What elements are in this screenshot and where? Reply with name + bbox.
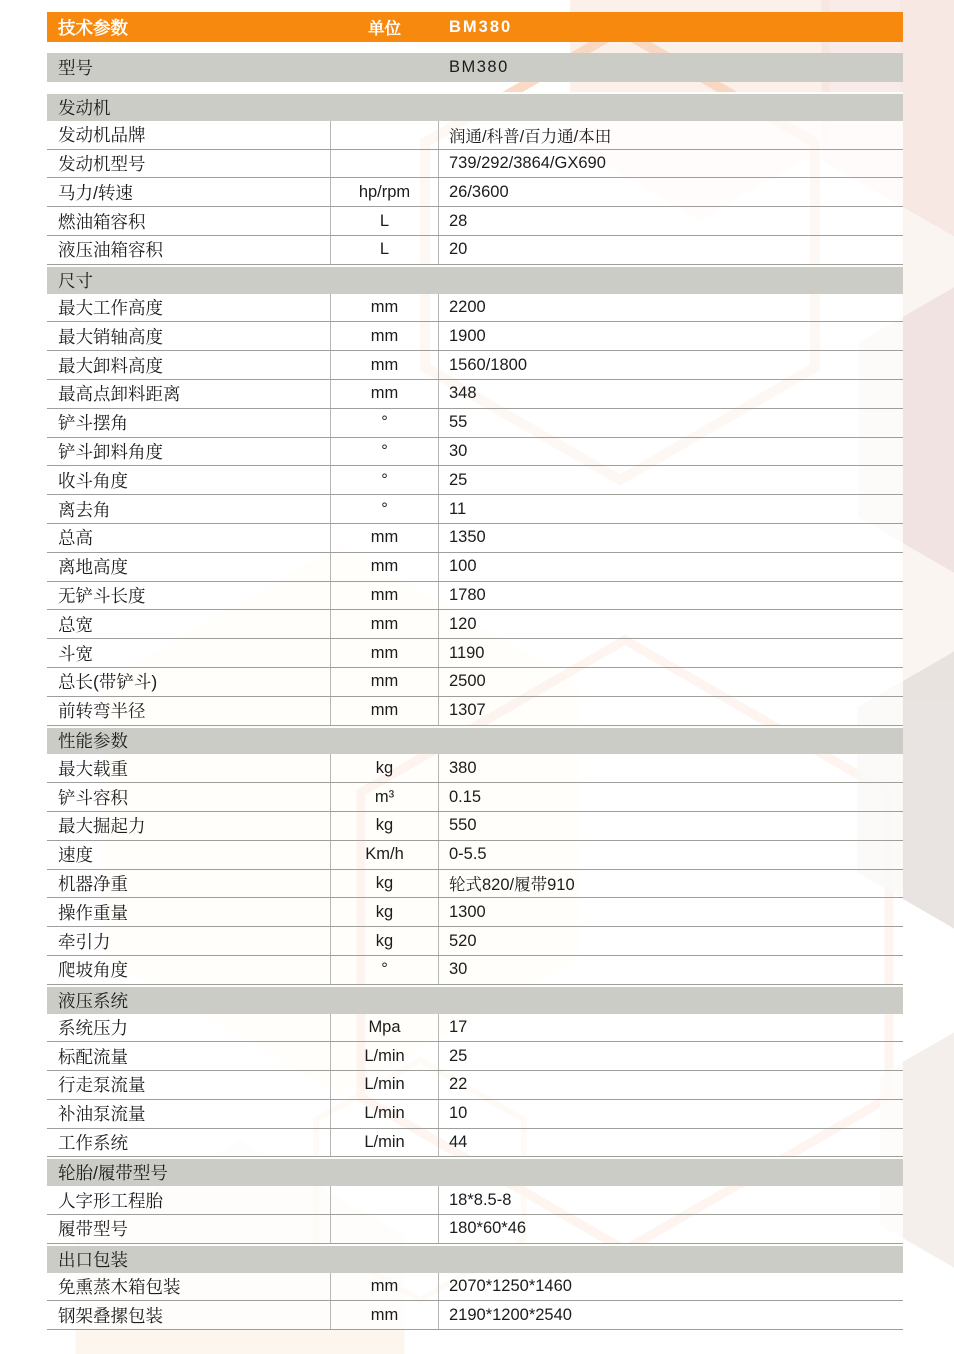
spec-value: 28 <box>449 211 468 230</box>
spec-unit: kg <box>330 898 439 926</box>
spec-value: 550 <box>449 816 477 835</box>
spec-row <box>47 553 903 582</box>
spec-label: 发动机型号 <box>58 153 146 174</box>
model-row-value: BM380 <box>449 58 509 76</box>
spec-value: 26/3600 <box>449 182 509 201</box>
spec-label: 发动机品牌 <box>58 125 146 146</box>
spec-unit: ° <box>330 438 439 466</box>
table-header-model-column: BM380 <box>449 17 513 36</box>
spec-value: 180*60*46 <box>449 1219 527 1238</box>
spec-value: 2070*1250*1460 <box>449 1277 572 1296</box>
spec-value: 380 <box>449 758 477 777</box>
spec-label: 系统压力 <box>58 1017 128 1038</box>
spec-label: 斗宽 <box>58 643 93 664</box>
spec-row <box>47 956 903 985</box>
spec-unit: L/min <box>330 1129 439 1157</box>
spec-row <box>47 870 903 899</box>
section-title: 轮胎/履带型号 <box>58 1163 168 1184</box>
spec-label: 铲斗容积 <box>58 787 128 808</box>
spec-unit: ° <box>330 495 439 523</box>
section-header-row <box>47 265 903 294</box>
spec-value: 1900 <box>449 326 486 345</box>
spec-value: 0.15 <box>449 787 482 806</box>
spec-unit: mm <box>330 553 439 581</box>
spec-value: 20 <box>449 240 468 259</box>
spec-unit: mm <box>330 294 439 322</box>
spec-row <box>47 1215 903 1244</box>
spec-label: 最大工作高度 <box>58 297 163 318</box>
spec-unit: mm <box>330 1301 439 1329</box>
spec-unit: Mpa <box>330 1014 439 1042</box>
table-header-row <box>47 12 903 42</box>
spec-value: 739/292/3864/GX690 <box>449 153 606 172</box>
spec-unit: mm <box>330 582 439 610</box>
table-header-unit-column: 单位 <box>368 20 401 38</box>
spec-value: 348 <box>449 384 477 403</box>
section-header-row <box>47 726 903 755</box>
spec-value: 22 <box>449 1075 468 1094</box>
spec-unit: mm <box>330 351 439 379</box>
spec-row <box>47 322 903 351</box>
spec-unit: L <box>330 207 439 235</box>
spec-label: 离地高度 <box>58 557 128 578</box>
spec-label: 操作重量 <box>58 902 128 923</box>
spec-unit: hp/rpm <box>330 178 439 206</box>
spec-label: 前转弯半径 <box>58 701 146 722</box>
section-title: 液压系统 <box>58 990 128 1011</box>
spec-label: 标配流量 <box>58 1046 128 1067</box>
spec-value: 120 <box>449 614 477 633</box>
spec-row <box>47 812 903 841</box>
spec-unit: mm <box>330 639 439 667</box>
spec-unit <box>330 1186 439 1214</box>
spec-row <box>47 438 903 467</box>
section-header-row <box>47 92 903 121</box>
model-row-label: 型号 <box>58 58 93 78</box>
spec-value: 润通/科普/百力通/本田 <box>449 127 612 146</box>
spec-unit: mm <box>330 610 439 638</box>
spec-label: 履带型号 <box>58 1219 128 1240</box>
spec-unit: L/min <box>330 1071 439 1099</box>
spec-row <box>47 754 903 783</box>
spec-row <box>47 697 903 726</box>
spec-unit <box>330 1215 439 1243</box>
spec-value: 17 <box>449 1017 468 1036</box>
spec-row <box>47 524 903 553</box>
spec-label: 行走泵流量 <box>58 1075 146 1096</box>
spec-unit: kg <box>330 754 439 782</box>
spec-row <box>47 409 903 438</box>
spec-label: 最高点卸料距离 <box>58 384 181 405</box>
spec-unit: mm <box>330 380 439 408</box>
spec-label: 最大卸料高度 <box>58 355 163 376</box>
spec-row <box>47 610 903 639</box>
spec-label: 总长(带铲斗) <box>58 672 158 693</box>
spec-unit: kg <box>330 927 439 955</box>
spec-unit: m³ <box>330 783 439 811</box>
spec-value: 18*8.5-8 <box>449 1190 512 1209</box>
spec-row <box>47 150 903 179</box>
spec-unit <box>330 121 439 149</box>
spec-row <box>47 294 903 323</box>
spec-label: 燃油箱容积 <box>58 211 146 232</box>
spec-label: 速度 <box>58 845 93 866</box>
spec-unit: L/min <box>330 1100 439 1128</box>
spec-unit: L <box>330 236 439 264</box>
spec-label: 机器净重 <box>58 873 128 894</box>
spec-value: 44 <box>449 1133 468 1152</box>
spec-label: 收斗角度 <box>58 470 128 491</box>
spec-sections <box>47 92 903 1330</box>
section-title: 尺寸 <box>58 270 93 291</box>
spec-label: 免熏蒸木箱包装 <box>58 1277 181 1298</box>
spec-table <box>47 12 903 1330</box>
spec-row <box>47 466 903 495</box>
spec-row <box>47 1186 903 1215</box>
spec-value: 30 <box>449 441 468 460</box>
spec-value: 0-5.5 <box>449 845 487 864</box>
spec-row <box>47 927 903 956</box>
section-header-row <box>47 1244 903 1273</box>
spec-value: 11 <box>449 499 467 518</box>
spec-row <box>47 783 903 812</box>
spec-label: 爬坡角度 <box>58 960 128 981</box>
spec-row <box>47 380 903 409</box>
spec-label: 最大销轴高度 <box>58 326 163 347</box>
spec-unit: ° <box>330 956 439 984</box>
section-title: 发动机 <box>58 97 111 118</box>
spec-label: 工作系统 <box>58 1133 128 1154</box>
spec-label: 人字形工程胎 <box>58 1190 163 1211</box>
spec-value: 30 <box>449 960 468 979</box>
spec-row <box>47 1273 903 1302</box>
spec-row <box>47 1129 903 1158</box>
spec-value: 1307 <box>449 701 486 720</box>
spec-row <box>47 1100 903 1129</box>
spec-value: 2190*1200*2540 <box>449 1305 572 1324</box>
model-row-unit <box>330 53 439 82</box>
spec-value: 轮式820/履带910 <box>449 876 575 895</box>
spec-unit: ° <box>330 409 439 437</box>
spec-unit: L/min <box>330 1042 439 1070</box>
spec-row <box>47 668 903 697</box>
table-header-title: 技术参数 <box>58 17 128 38</box>
spec-value: 1780 <box>449 585 486 604</box>
spec-unit <box>330 150 439 178</box>
section-header-row <box>47 1157 903 1186</box>
spec-unit: mm <box>330 1273 439 1301</box>
spec-unit: kg <box>330 812 439 840</box>
spec-row <box>47 178 903 207</box>
spec-unit: kg <box>330 870 439 898</box>
spec-unit: Km/h <box>330 841 439 869</box>
spec-label: 总高 <box>58 528 93 549</box>
spec-label: 铲斗卸料角度 <box>58 441 163 462</box>
spec-label: 马力/转速 <box>58 182 133 203</box>
spec-label: 牵引力 <box>58 931 111 952</box>
spec-value: 10 <box>449 1104 468 1123</box>
spec-label: 总宽 <box>58 614 93 635</box>
spec-row <box>47 207 903 236</box>
spec-unit: mm <box>330 697 439 725</box>
section-title: 性能参数 <box>58 731 128 752</box>
spec-label: 液压油箱容积 <box>58 240 163 261</box>
spec-row <box>47 841 903 870</box>
model-row <box>47 53 903 82</box>
spec-row <box>47 495 903 524</box>
spec-row <box>47 1301 903 1330</box>
spec-value: 2200 <box>449 297 486 316</box>
spec-label: 钢架叠摞包装 <box>58 1305 163 1326</box>
section-header-row <box>47 985 903 1014</box>
spec-unit: mm <box>330 668 439 696</box>
spec-row <box>47 351 903 380</box>
spec-value: 25 <box>449 1046 468 1065</box>
spec-value: 55 <box>449 413 468 432</box>
spec-label: 无铲斗长度 <box>58 585 146 606</box>
spec-row <box>47 898 903 927</box>
spec-label: 补油泵流量 <box>58 1104 146 1125</box>
spec-value: 1190 <box>449 643 485 662</box>
spec-unit: mm <box>330 524 439 552</box>
spec-row <box>47 1071 903 1100</box>
spec-label: 铲斗摆角 <box>58 413 128 434</box>
spec-row <box>47 1014 903 1043</box>
spec-row <box>47 121 903 150</box>
spec-label: 最大载重 <box>58 758 128 779</box>
spec-value: 1560/1800 <box>449 355 527 374</box>
spec-label: 离去角 <box>58 499 111 520</box>
spec-row <box>47 639 903 668</box>
spec-label: 最大掘起力 <box>58 816 146 837</box>
spec-value: 2500 <box>449 672 486 691</box>
spec-value: 520 <box>449 931 477 950</box>
spec-unit: mm <box>330 322 439 350</box>
spec-row <box>47 236 903 265</box>
spec-value: 25 <box>449 470 468 489</box>
spec-unit: ° <box>330 466 439 494</box>
section-title: 出口包装 <box>58 1249 128 1270</box>
spec-value: 1300 <box>449 902 486 921</box>
spec-value: 1350 <box>449 528 486 547</box>
spec-row <box>47 582 903 611</box>
spec-value: 100 <box>449 557 477 576</box>
spec-row <box>47 1042 903 1071</box>
